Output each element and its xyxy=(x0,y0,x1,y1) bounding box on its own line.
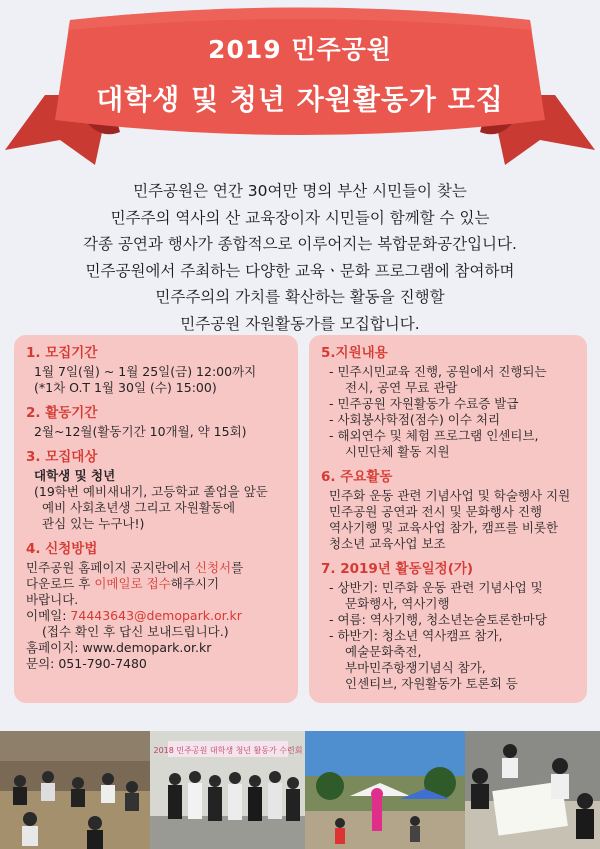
activity-item: 청소년 교육사업 보조 xyxy=(329,536,446,551)
activity-item: 민주공원 공연과 전시 및 문화행사 진행 xyxy=(329,504,543,519)
target-section xyxy=(26,449,288,532)
homepage-link[interactable]: 홈페이지: www.demopark.or.kr xyxy=(26,640,212,655)
activity-item: 역사기행 및 교육사업 참가, 캠프를 비롯한 xyxy=(329,520,559,535)
section-title: 3. 모집대상 xyxy=(26,449,98,465)
intro-line: 민주공원 자원활동가를 모집합니다. xyxy=(180,314,420,333)
orientation-date: (*1차 O.T 1월 30일 (수) 15:00) xyxy=(34,380,217,395)
photo-outdoor-festival xyxy=(305,731,465,849)
section-title: 1. 모집기간 xyxy=(26,345,98,361)
email-label: 이메일: xyxy=(26,608,71,623)
apply-line xyxy=(26,560,288,576)
apply-section xyxy=(26,541,288,672)
apply-text: 민주공원 홈페이지 공지란에서 xyxy=(26,560,195,575)
photo-banner-text: 2018 민주공원 대학생 청년 활동가 수련회 xyxy=(153,746,303,755)
support-item: 전시, 공연 무료 관람 xyxy=(345,380,458,395)
schedule-section xyxy=(321,561,577,692)
support-item: - 민주공원 자원활동가 수료증 발급 xyxy=(329,396,519,411)
intro-line: 민주공원은 연간 30여만 명의 부산 시민들이 찾는 xyxy=(133,182,467,200)
activity-period-section xyxy=(26,405,288,440)
schedule-item: - 여름: 역사기행, 청소년논술토론한마당 xyxy=(329,612,547,627)
title-line-1: 2019 민주공원 xyxy=(208,35,392,64)
photo-group-gym xyxy=(0,731,150,849)
intro-paragraph xyxy=(30,178,570,337)
intro-line: 민주주의 역사의 산 교육장이자 시민들이 함께할 수 있는 xyxy=(110,208,490,227)
photo-strip xyxy=(0,731,600,849)
schedule-item: 문화행사, 역사기행 xyxy=(345,596,450,611)
activity-period-text: 2월~12월(활동기간 10개월, 약 15회) xyxy=(34,424,247,439)
photo-group-banner xyxy=(150,731,305,849)
contact-phone: 문의: 051-790-7480 xyxy=(26,656,147,671)
apply-text: 다운로드 후 xyxy=(26,576,95,591)
target-main: 대학생 및 청년 xyxy=(34,468,116,483)
email-address[interactable]: 74443643@demopark.or.kr xyxy=(70,608,242,623)
intro-line: 각종 공연과 행사가 종합적으로 이루어지는 복합문화공간입니다. xyxy=(83,235,517,253)
target-detail: 관심 있는 누구나!) xyxy=(42,516,145,531)
schedule-item: 예술문화축전, xyxy=(345,644,422,659)
target-detail: 예비 사회초년생 그리고 자원활동에 xyxy=(42,500,236,515)
email-line xyxy=(26,608,288,624)
intro-line: 민주공원에서 주최하는 다양한 교육ㆍ문화 프로그램에 참여하며 xyxy=(85,261,515,280)
support-item: 시민단체 활동 지원 xyxy=(345,444,450,459)
section-title: 2. 활동기간 xyxy=(26,405,98,421)
intro-line: 민주주의의 가치를 확산하는 활동을 진행할 xyxy=(155,288,445,306)
title-line-2: 대학생 및 청년 자원활동가 모집 xyxy=(96,83,504,116)
main-activities-section xyxy=(321,469,577,552)
apply-text: 해주시기 xyxy=(170,576,220,591)
apply-text: 바랍니다. xyxy=(26,592,79,607)
section-title: 7. 2019년 활동일정(가) xyxy=(321,561,474,577)
apply-text: 를 xyxy=(231,560,244,575)
target-detail: (19학번 예비새내기, 고등학교 졸업을 앞둔 xyxy=(34,484,268,499)
schedule-item: 인센티브, 자원활동가 토론회 등 xyxy=(345,676,518,691)
schedule-item: 부마민주항쟁기념식 참가, xyxy=(345,660,486,675)
support-section xyxy=(321,345,577,460)
photo-workshop xyxy=(465,731,600,849)
info-panel-left xyxy=(14,335,298,703)
apply-line xyxy=(26,576,288,592)
support-item: - 사회봉사학점(점수) 이수 처리 xyxy=(329,412,501,427)
schedule-item: - 상반기: 민주화 운동 관련 기념사업 및 xyxy=(329,580,543,595)
support-item: - 해외연수 및 체험 프로그램 인센티브, xyxy=(329,428,539,443)
application-form-text: 신청서 xyxy=(194,560,232,575)
info-panel-right xyxy=(309,335,587,703)
period-dates: 1월 7일(월) ~ 1월 25일(금) 12:00까지 xyxy=(34,364,257,379)
section-title: 6. 주요활동 xyxy=(321,469,393,485)
email-submit-text: 이메일로 접수 xyxy=(94,576,171,591)
email-note: (접수 확인 후 답신 보내드립니다.) xyxy=(42,624,229,639)
support-item: - 민주시민교육 진행, 공원에서 진행되는 xyxy=(329,364,547,379)
activity-item: 민주화 운동 관련 기념사업 및 학술행사 지원 xyxy=(329,488,571,503)
section-title: 5.지원내용 xyxy=(321,345,388,361)
section-title: 4. 신청방법 xyxy=(26,541,98,557)
schedule-item: - 하반기: 청소년 역사캠프 참가, xyxy=(329,628,503,643)
recruit-period-section xyxy=(26,345,288,396)
